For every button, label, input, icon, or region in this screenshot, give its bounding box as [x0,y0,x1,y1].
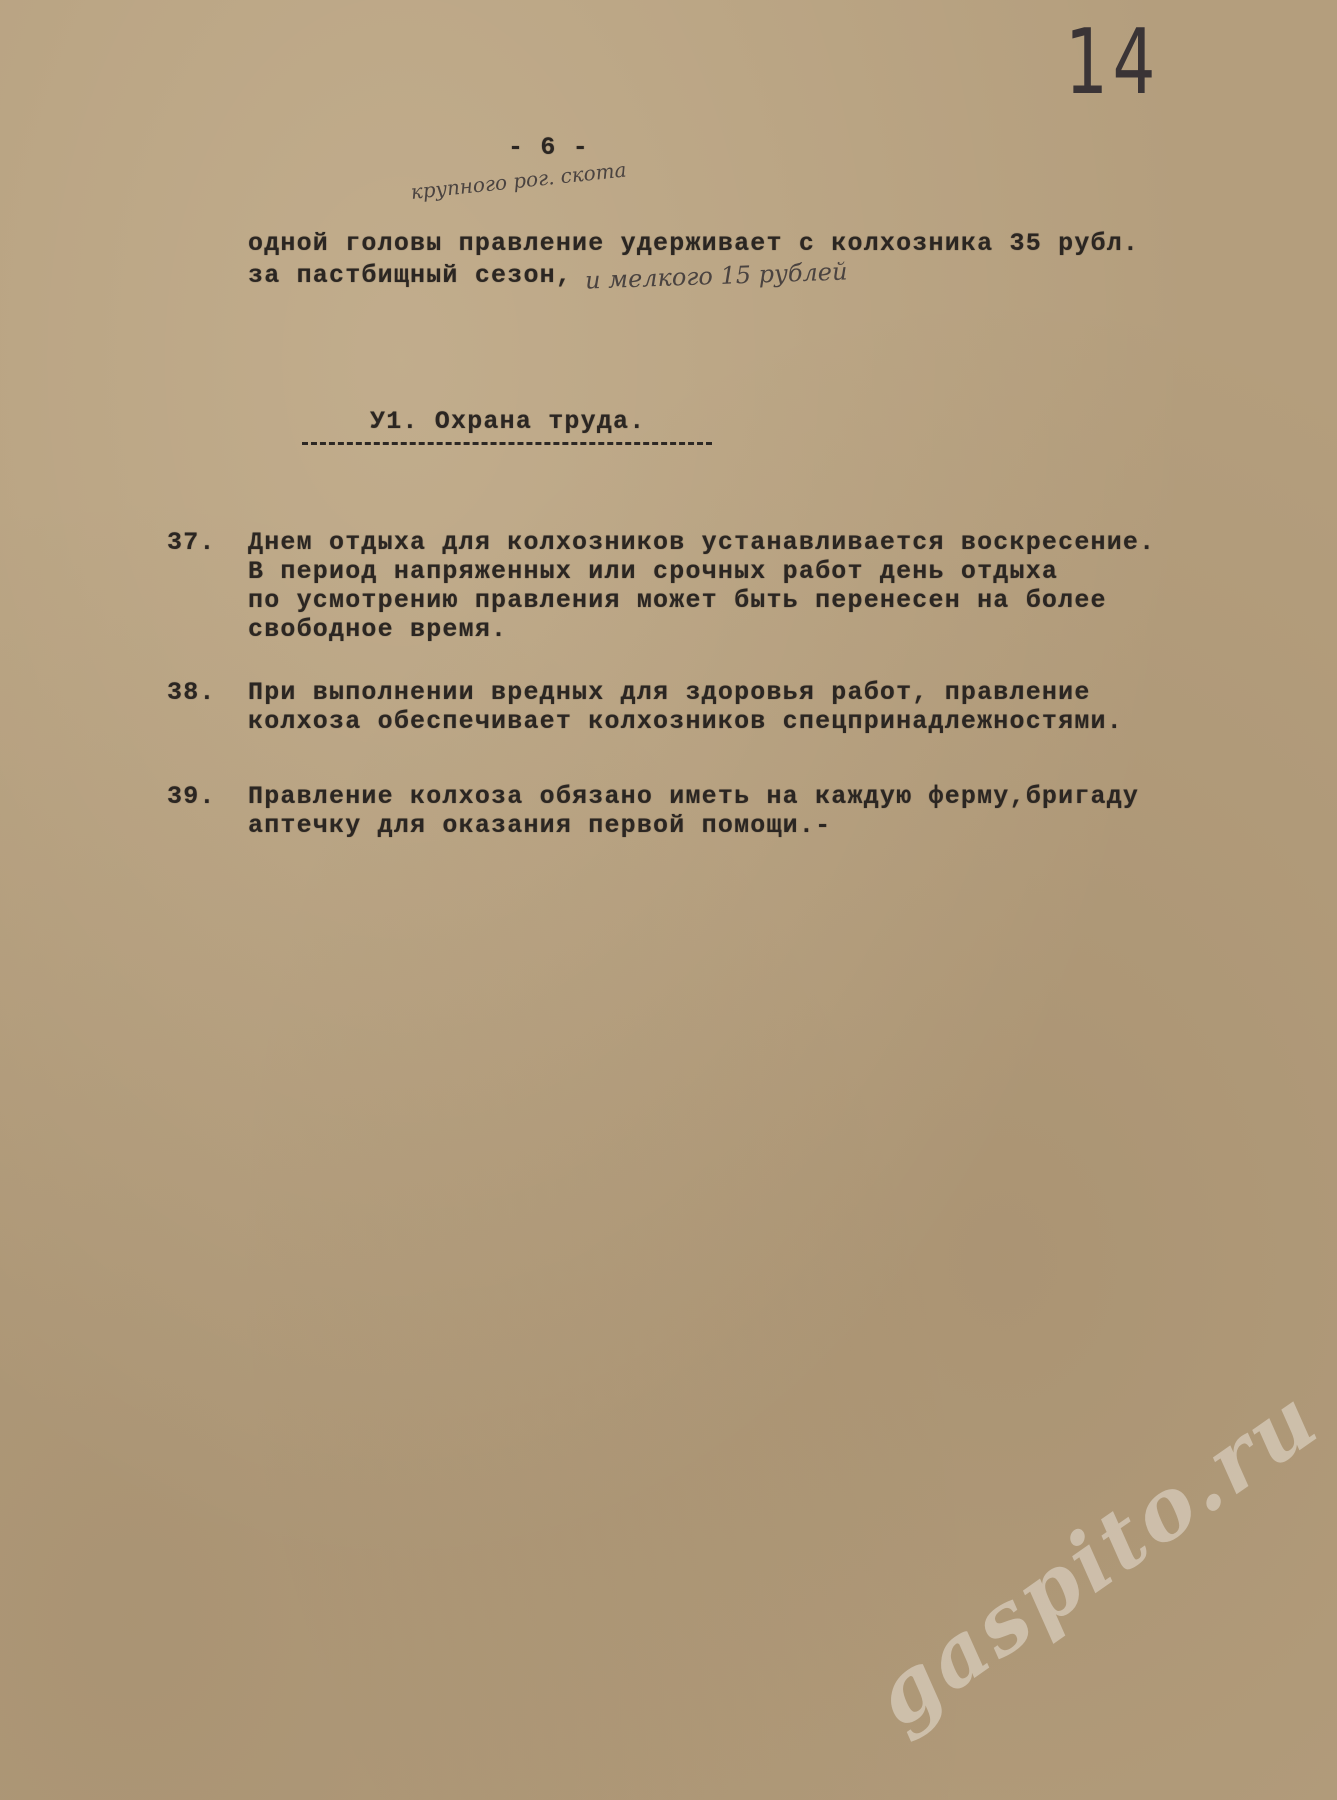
handwritten-addition: и мелкого 15 рублей [584,257,848,295]
item-number: 38. [167,678,216,707]
item-text-line: по усмотрению правления может быть перенесен на более [248,586,1107,615]
section-title: У1. Охрана труда. [370,407,646,436]
item-number: 39. [167,782,216,811]
item-text-line: свободное время. [248,615,508,644]
watermark: gaspito.ru [855,1367,1337,1747]
item-text-line: При выполнении вредных для здоровья работ, правление [248,678,1091,707]
item-number: 37. [167,528,216,557]
continuation-line-2: за пастбищный сезон, [248,261,573,290]
continuation-line-1: одной головы правление удерживает с колхозника 35 рубл. [248,229,1140,258]
section-underline [302,442,712,445]
item-text-line: аптечку для оказания первой помощи.- [248,811,832,840]
handwritten-insertion: крупного рог. скота [409,157,628,204]
page-number: - 6 - [508,133,590,162]
item-text-line: Днем отдыха для колхозников устанавливается воскресение. [248,528,1156,557]
item-text-line: В период напряженных или срочных работ день отдыха [248,557,1059,586]
item-text-line: колхоза обеспечивает колхозников спецпринадлежностями. [248,707,1123,736]
item-text-line: Правление колхоза обязано иметь на каждую ферму,бригаду [248,782,1140,811]
handwritten-sheet-number: 14 [1065,10,1160,115]
